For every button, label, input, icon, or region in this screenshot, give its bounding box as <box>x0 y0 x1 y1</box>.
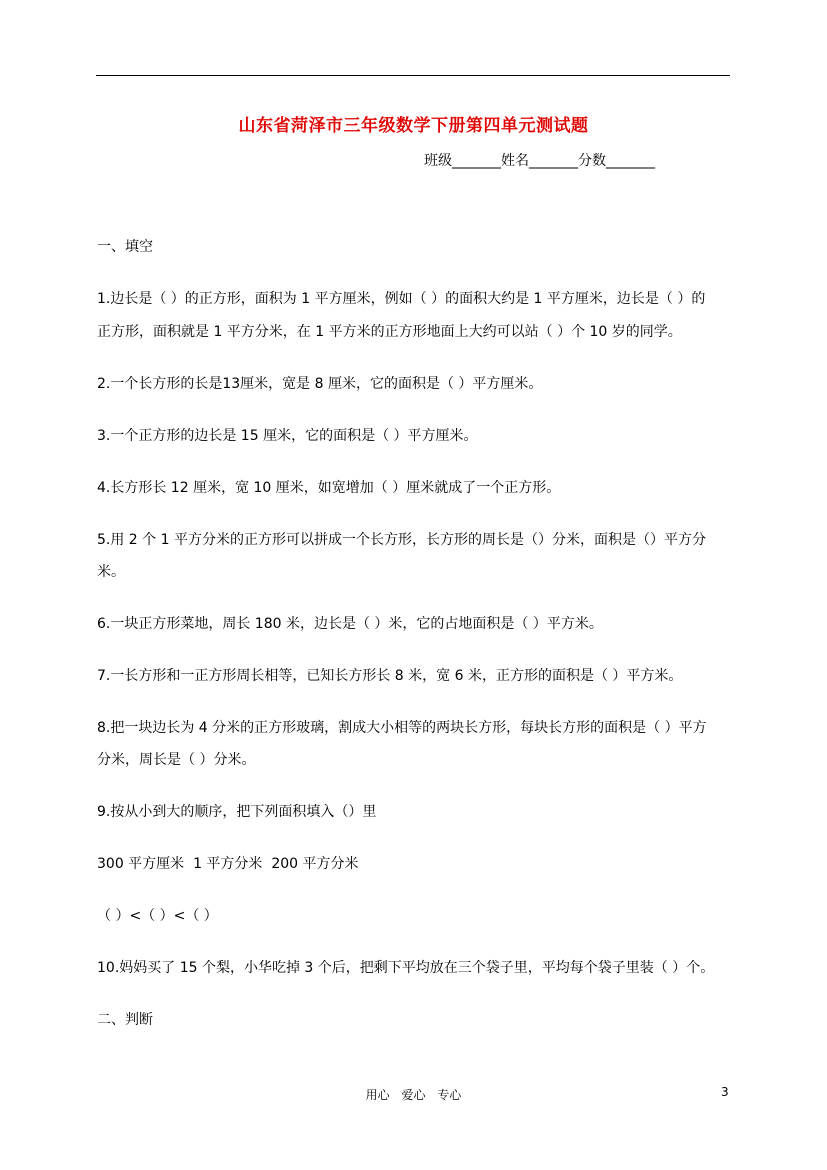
page-footer: 用心 爱心 专心 <box>365 1088 462 1102</box>
question-9-blanks: （ ）<（ ）<（ ） <box>97 908 218 924</box>
question-6: 6.一块正方形菜地，周长 180 米，边长是（ ）米，它的占地面积是（ ）平方米。 <box>97 616 603 632</box>
question-3: 3.一个正方形的边长是 15 厘米，它的面积是（ ）平方厘米。 <box>97 428 478 444</box>
question-9-items: 300 平方厘米 1 平方分米 200 平方分米 <box>97 856 359 872</box>
section-fill-blank-heading: 一、填空 <box>97 239 153 255</box>
question-8-line-2: 分米，周长是（ ）分米。 <box>97 752 256 768</box>
question-5-line-2: 米。 <box>97 564 125 580</box>
section-judgment-heading: 二、判断 <box>97 1012 153 1028</box>
question-4: 4.长方形长 12 厘米，宽 10 厘米，如宽增加（ ）厘米就成了一个正方形。 <box>97 480 561 496</box>
question-8-line-1: 8.把一块边长为 4 分米的正方形玻璃，割成大小相等的两块长方形，每块长方形的面积是（ ）平方 <box>97 720 707 736</box>
question-10: 10.妈妈买了 15 个梨，小华吃掉 3 个后，把剩下平均放在三个袋子里，平均每个袋子里装（ ）个。 <box>97 960 715 976</box>
question-5-line-1: 5.用 2 个 1 平方分米的正方形可以拼成一个长方形，长方形的周长是（）分米，面积是（）平方分 <box>97 532 706 548</box>
question-1-line-1: 1.边长是（ ）的正方形，面积为 1 平方厘米，例如（ ）的面积大约是 1 平方厘米，边长是（ ）的 <box>97 291 706 307</box>
question-7: 7.一长方形和一正方形周长相等，已知长方形长 8 米，宽 6 米，正方形的面积是（ ）平方米。 <box>97 668 683 684</box>
student-info-line: 班级_______姓名_______分数_______ <box>424 153 655 169</box>
header-rule <box>96 75 730 76</box>
page-title: 山东省菏泽市三年级数学下册第四单元测试题 <box>238 116 589 136</box>
question-2: 2.一个长方形的长是13厘米，宽是 8 厘米，它的面积是（ ）平方厘米。 <box>97 376 543 392</box>
question-1-line-2: 正方形，面积就是 1 平方分米，在 1 平方米的正方形地面上大约可以站（ ）个 10 岁的同学。 <box>97 324 682 340</box>
page-number: 3 <box>721 1085 729 1099</box>
question-9: 9.按从小到大的顺序，把下列面积填入（）里 <box>97 804 377 820</box>
